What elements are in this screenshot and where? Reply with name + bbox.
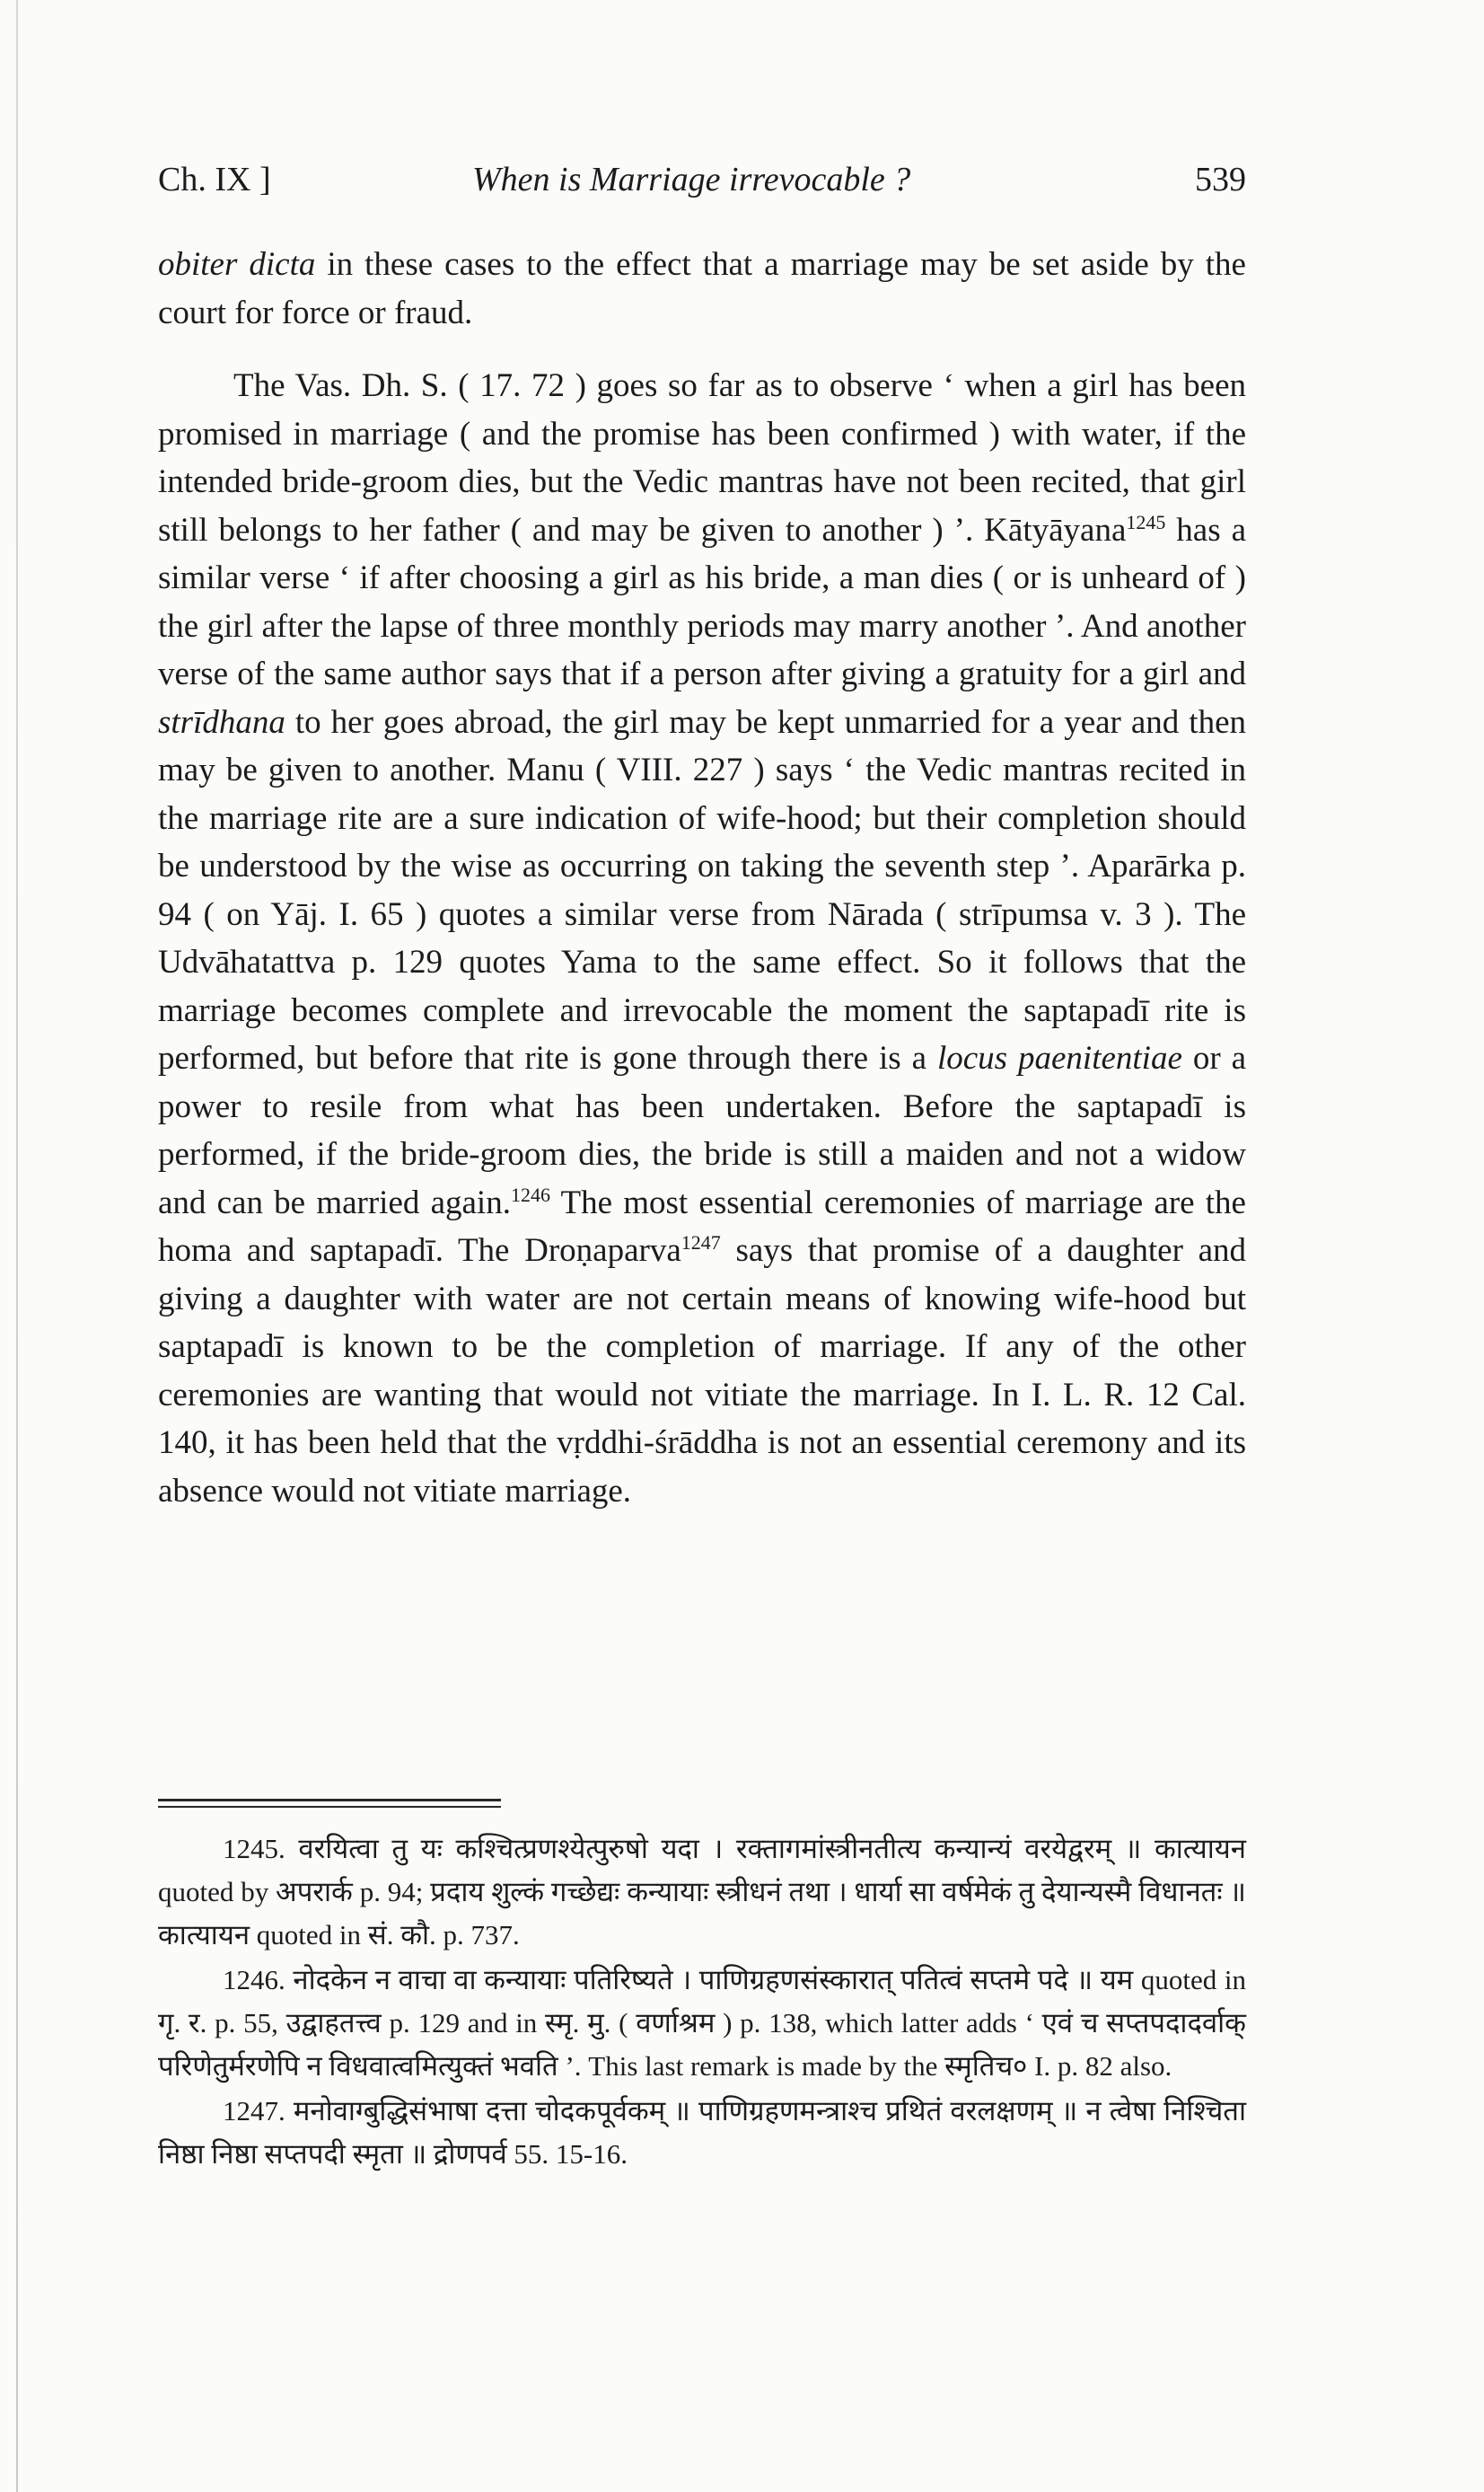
page-number: 539 [1195, 161, 1246, 198]
paragraph-2-part-b: has a similar verse ‘ if after choosing a girl as his bride, a man dies ( or is unheard of ) the girl after the lapse of three monthly periods may marry another ’. And another verse of the same author says that if a person after giving a gratuity for a girl and [158, 511, 1246, 692]
paragraph-2-part-f: says that promise of a daughter and giving a daughter with water are not certain means of knowing wife-hood but saptapadī is known to be the completion of marriage. If any of the other ceremonies are wanting that would not vitiate the marriage. In I. L. R. 12 Cal. 140, it has been held that the vṛddhi-śrāddha is not an essential ceremony and its absence would not vitiate marriage. [158, 1232, 1246, 1510]
chapter-label: Ch. IX ] [158, 161, 271, 198]
footnote-ref-1246[interactable]: 1246 [510, 1183, 550, 1206]
footnote-1245: 1245. वरयित्वा तु यः कश्चित्प्रणश्येत्पुरुषो यदा । रक्तागमांस्त्रीनतीत्य कन्यान्यं वरयेद्वरम् ॥ कात्यायन quoted by अपरार्क p. 94; प्रदाय शुल्कं गच्छेद्यः कन्यायाः स्त्रीधनं तथा । धार्या सा वर्षमेकं तु देयान्यस्मै विधानतः ॥ कात्यायन quoted in सं. कौ. p. 737. [158, 1833, 1246, 1950]
paragraph-1 [158, 241, 1246, 337]
footnote-ref-1247[interactable]: 1247 [681, 1231, 721, 1254]
paragraph-2-part-c: to her goes abroad, the girl may be kept unmarried for a year and then may be given to another. Manu ( VIII. 227 ) says ‘ the Vedic mantras recited in the marriage rite are a sure indication of wife-hood; but their completion should be understood by the wise as occurring on taking the seventh step ’. Aparārka p. 94 ( on Yāj. I. 65 ) quotes a similar verse from Nārada ( strīpumsa v. 3 ). The Udvāhatattva p. 129 quotes Yama to the same effect. So it follows that the marriage becomes complete and irrevocable the moment the saptapadī rite is performed, but before that rite is gone through there is a [158, 703, 1246, 1077]
paragraph-2-part-a: The Vas. Dh. S. ( 17. 72 ) goes so far as to observe ‘ when a girl has been promised in marriage ( and the promise has been confirmed ) with water, if the intended bride-groom dies, but the Vedic mantras have not been recited, that girl still belongs to her father ( and may be given to another ) ’. Kātyāyana [158, 367, 1246, 549]
footnotes [158, 1827, 1246, 2178]
italic-term-locus-paenitentiae: locus paenitentiae [936, 1040, 1182, 1077]
paragraph-2-part-d: or a power to resile from what has been undertaken. Before the saptapadī is performed, if the bride-groom dies, the bride is still a maiden and not a widow and can be married again. [158, 1040, 1247, 1221]
italic-phrase-obiter-dicta: obiter dicta [158, 246, 316, 283]
paragraph-2 [158, 362, 1246, 1515]
footnote-divider-bottom [158, 1806, 501, 1808]
main-text [158, 241, 1246, 1515]
footnote-divider-top [158, 1799, 501, 1801]
running-title: When is Marriage irrevocable ? [472, 161, 911, 198]
italic-term-stridhana: strīdhana [158, 703, 285, 741]
footnote-ref-1245[interactable]: 1245 [1126, 510, 1166, 533]
paragraph-1-text: in these cases to the effect that a marriage may be set aside by the court for force or fraud. [158, 246, 1246, 331]
footnote-1247: 1247. मनोवाग्बुद्धिसंभाषा दत्ता चोदकपूर्वकम् ॥ पाणिग्रहणमन्त्राश्च प्रथितं वरलक्षणम् ॥ न त्वेषा निश्चिता निष्ठा निष्ठा सप्तपदी स्मृता ॥ द्रोणपर्व 55. 15-16. [158, 2095, 1246, 2170]
paragraph-2-part-e: The most essential ceremonies of marriage are the homa and saptapadī. The Droṇaparva [158, 1184, 1246, 1269]
footnote-1246: 1246. नोदकेन न वाचा वा कन्यायाः पतिरिष्यते । पाणिग्रहणसंस्कारात् पतित्वं सप्तमे पदे ॥ यम quoted in गृ. र. p. 55, उद्वाहतत्त्व p. 129 and in स्मृ. मु. ( वर्णाश्रम ) p. 138, which latter adds ‘ एवं च सप्तपदादर्वाक् परिणेतुर्मरणेपि न विधवात्वमित्युक्तं भवति ’. This last remark is made by the स्मृतिच० I. p. 82 also. [158, 1964, 1246, 2082]
page-edge-shadow [16, 0, 18, 2492]
page-header [158, 160, 1246, 214]
